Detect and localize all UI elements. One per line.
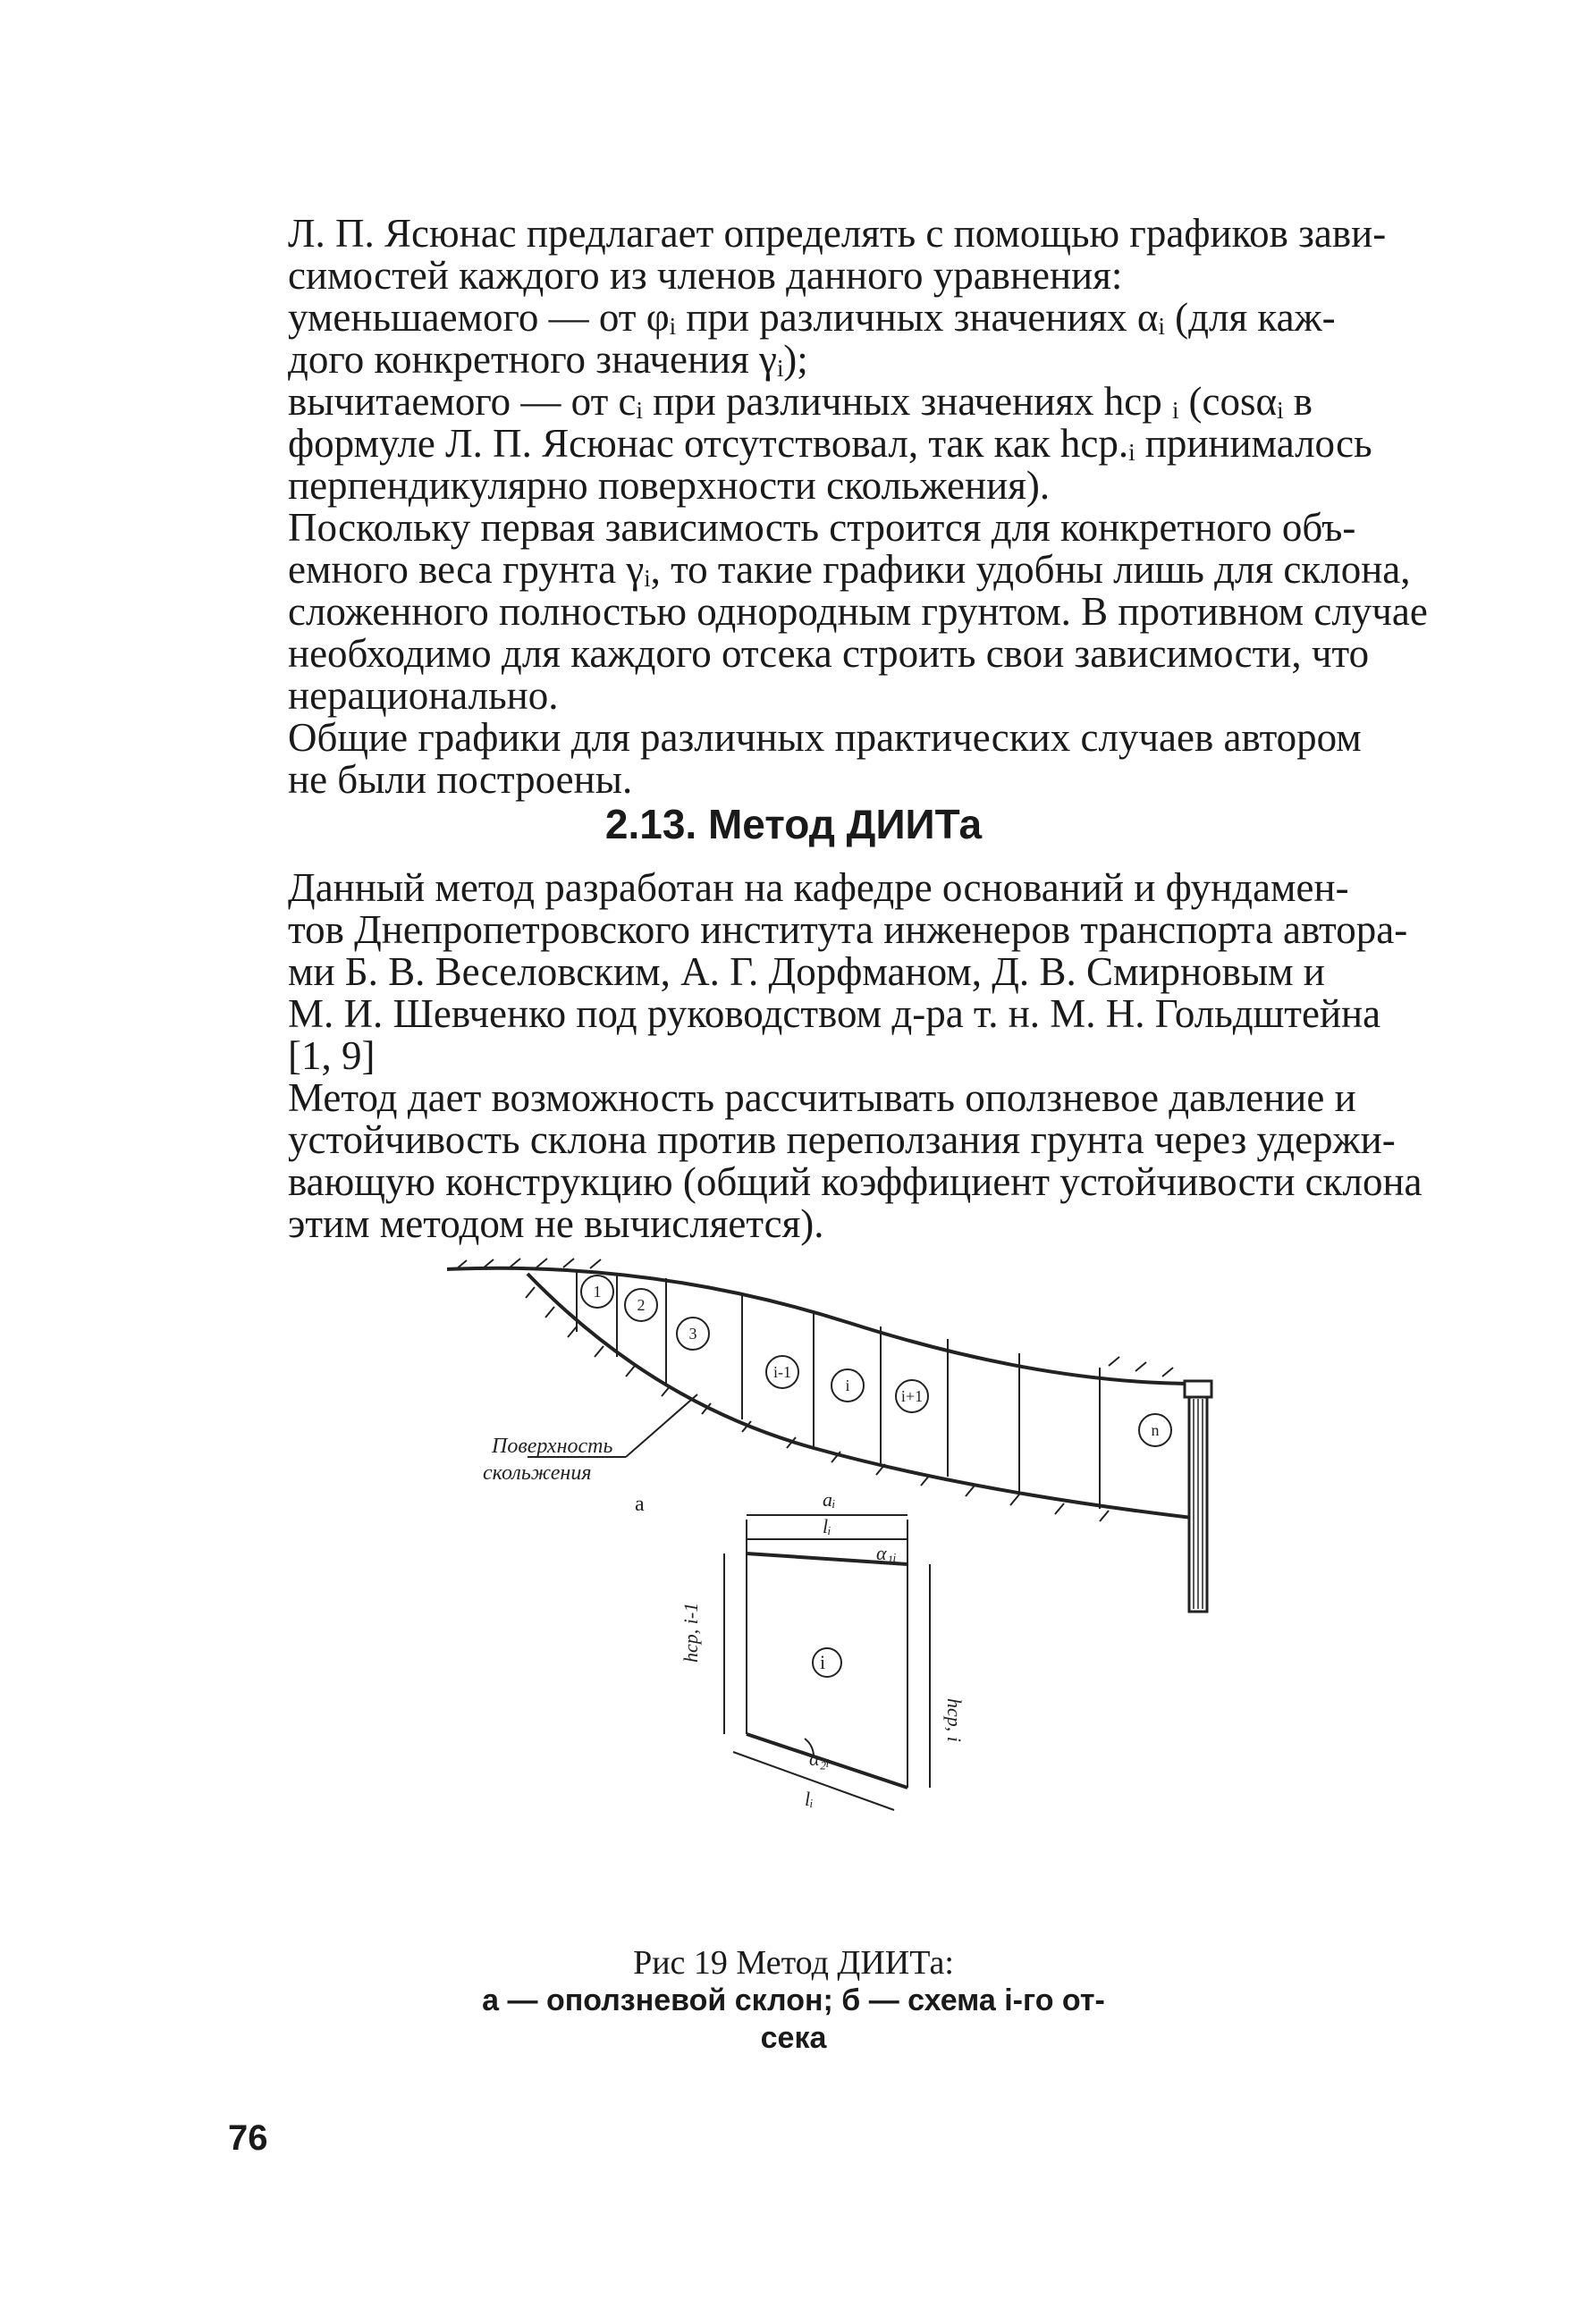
text-line: вычитаемого — от cᵢ при различных значениях hср ᵢ (cosαᵢ в: [288, 379, 1313, 424]
text-line: сложенного полностью однородным грунтом. В противном случае: [288, 589, 1428, 634]
text-line: ми Б. В. Веселовским, А. Г. Дорфманом, Д. В. Смирновым и: [288, 949, 1325, 994]
landslide-slope-figure: [429, 1251, 1270, 2324]
slice-label: 2: [637, 1296, 646, 1314]
text-line: Данный метод разработан на кафедре оснований и фундамен-: [288, 865, 1349, 910]
text-line: нерационально.: [288, 673, 559, 718]
angle-top-label: α₁ᵢ: [876, 1542, 897, 1564]
surface-label-line2: скольжения: [483, 1461, 592, 1485]
text-line: Общие графики для различных практических случаев автором: [288, 715, 1362, 760]
caption-line-3: сека: [760, 2021, 827, 2055]
dim-l-top-label: lᵢ: [823, 1515, 831, 1537]
section-heading: 2.13. Метод ДИИТа: [604, 801, 983, 847]
dim-h-left-label: hср, i-1: [680, 1602, 702, 1663]
text-line: уменьшаемого — от φᵢ при различных значениях αᵢ (для каж-: [288, 295, 1336, 340]
caption-line-1: Рис 19 Метод ДИИТа:: [633, 1944, 954, 1982]
text-line: перпендикулярно поверхности скольжения).: [288, 463, 1051, 508]
slice-labels: [581, 1276, 1171, 1446]
dim-l-bottom-label: lᵢ: [805, 1788, 814, 1810]
figure-caption: [0, 1944, 1587, 2057]
dim-a-label: aᵢ: [823, 1488, 836, 1511]
text-line: вающую конструкцию (общий коэффициент устойчивости склона: [288, 1159, 1422, 1204]
paragraph-6: [234, 867, 1522, 1077]
text-line: емного веса грунта γᵢ, то такие графики удобны лишь для склона,: [288, 547, 1411, 592]
paragraph-4: [234, 507, 1522, 717]
text-line: [1, 9]: [288, 1033, 376, 1078]
caption-line-2: а — оползневой склон; б — схема i-го от-: [482, 1983, 1105, 2017]
text-line: Поскольку первая зависимость строится для конкретного объ-: [288, 505, 1356, 550]
panel-label: а: [635, 1493, 645, 1516]
paragraph-2: [234, 297, 1522, 381]
sliding-hatching: [526, 1287, 1109, 1521]
slice-label: i: [845, 1377, 850, 1394]
retaining-cap: [1185, 1381, 1211, 1397]
center-label: i: [819, 1651, 826, 1673]
slice-label: i+1: [900, 1387, 924, 1405]
page-number: 76: [228, 2118, 268, 2158]
slice-label: i-1: [773, 1363, 791, 1381]
top-text: [234, 213, 1522, 801]
slice-label: n: [1151, 1421, 1160, 1439]
slice-i-detail-circle: [813, 1648, 841, 1677]
dim-h-right-label: hср, i: [943, 1698, 966, 1742]
text-line: необходимо для каждого отсека строить свои зависимости, что: [288, 631, 1370, 676]
text-line: тов Днепропетровского института инженеров транспорта автора-: [288, 907, 1408, 952]
text-line: симостей каждого из членов данного уравнения:: [288, 253, 1123, 298]
text-line: М. И. Шевченко под руководством д-ра т. н. М. Н. Гольдштейна: [288, 991, 1381, 1036]
slice-dividers: [577, 1271, 1100, 1509]
slice-label: 1: [593, 1283, 602, 1301]
text-line: Метод дает возможность рассчитывать оползневое давление и: [288, 1075, 1356, 1120]
paragraph-7: [234, 1077, 1522, 1245]
angle-bottom-label: α₂ᵢ: [809, 1747, 830, 1770]
text-line: не были построены.: [288, 757, 633, 802]
leader-line: [626, 1394, 697, 1457]
text-line: этим методом не вычисляется).: [288, 1201, 824, 1246]
text-line: Л. П. Ясюнас предлагает определять с помощью графиков зави-: [288, 211, 1387, 256]
ground-surface-line: [447, 1268, 1207, 1384]
text-line: формуле Л. П. Ясюнас отсутствовал, так как hср.ᵢ принималось: [288, 421, 1372, 466]
bottom-text: [234, 867, 1522, 1245]
surface-label-line1: Поверхность: [492, 1435, 613, 1458]
text-line: дого конкретного значения γᵢ);: [288, 337, 808, 382]
paragraph-5: [234, 717, 1522, 801]
text-line: устойчивость склона против переползания грунта через удержи-: [288, 1117, 1396, 1162]
sliding-surface-line: [528, 1274, 1207, 1520]
slice-label-texts: [594, 1283, 1160, 1439]
paragraph-3: [234, 381, 1522, 507]
slice-label: 3: [688, 1325, 697, 1343]
paragraph-1: [234, 213, 1522, 297]
